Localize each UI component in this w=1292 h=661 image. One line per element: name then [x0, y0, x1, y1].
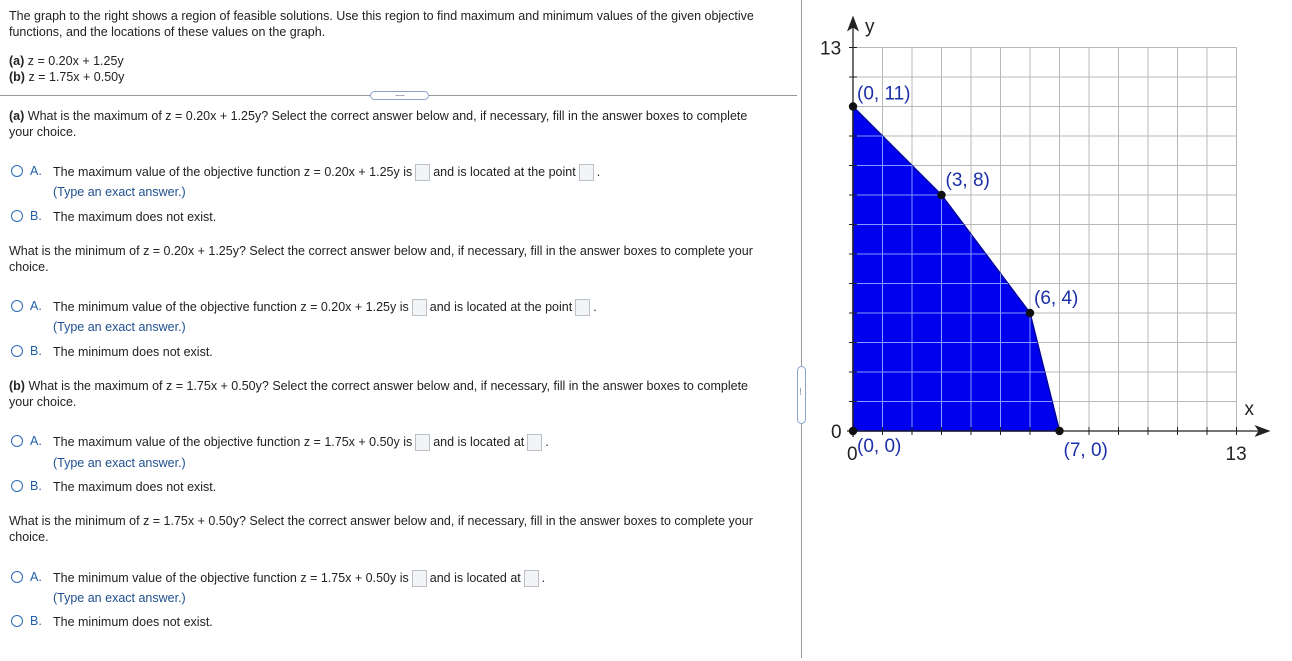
option-letter: B. [30, 209, 42, 223]
vertex-point [937, 191, 945, 199]
question-a-min-line-1: What is the minimum of z = 0.20x + 1.25y? Select the correct answer below and, if necessary, fill in the answer boxes to complete your [9, 244, 753, 258]
vertex-label: (3, 8) [945, 170, 990, 191]
vertex-label: (0, 11) [857, 83, 911, 105]
radio-button[interactable] [11, 615, 23, 627]
option-text: The minimum does not exist. [53, 615, 213, 629]
intro-line-1: The graph to the right shows a region of feasible solutions. Use this region to find maximum and minimum values of the given objective [9, 9, 754, 23]
answer-box-point[interactable] [524, 570, 539, 587]
option-letter: B. [30, 614, 42, 628]
answer-hint: (Type an exact answer.) [53, 456, 186, 470]
answer-box-value[interactable] [415, 164, 430, 181]
radio-button[interactable] [11, 210, 23, 222]
answer-box-value[interactable] [412, 299, 427, 316]
answer-hint: (Type an exact answer.) [53, 591, 186, 605]
x-origin-tick-label: 0 [847, 444, 858, 465]
radio-button[interactable] [11, 435, 23, 447]
option-text: The minimum value of the objective function z = 0.20x + 1.25y is and is located at the point . [53, 300, 597, 314]
question-b-max-line-2: your choice. [9, 395, 77, 409]
radio-button[interactable] [11, 480, 23, 492]
option-letter: A. [30, 299, 42, 313]
y-max-tick-label: 13 [820, 38, 842, 60]
pane-divider [801, 0, 802, 658]
divider-resize-handle[interactable]: ...... [370, 91, 429, 100]
answer-box-point[interactable] [575, 299, 590, 316]
vertex-point [1026, 309, 1034, 317]
feasible-region [853, 107, 1060, 432]
vertex-label: (7, 0) [1063, 440, 1108, 461]
x-max-tick-label: 13 [1225, 444, 1247, 465]
answer-box-point[interactable] [579, 164, 594, 181]
pane-resize-handle[interactable]: ...... [797, 366, 806, 424]
question-b-min-line-2: choice. [9, 530, 49, 544]
vertex-point [849, 102, 857, 110]
vertex-point [1055, 427, 1063, 435]
option-letter: A. [30, 570, 42, 584]
question-a-max-line-1: (a) What is the maximum of z = 0.20x + 1.25y? Select the correct answer below and, if necessary, fill in the answer boxes to complete [9, 109, 748, 123]
vertex-point [849, 427, 857, 435]
vertex-label: (0, 0) [857, 436, 902, 457]
radio-button[interactable] [11, 571, 23, 583]
answer-hint: (Type an exact answer.) [53, 185, 186, 199]
function-b: (b) z = 1.75x + 0.50y [9, 70, 125, 84]
option-text: The maximum does not exist. [53, 480, 217, 494]
function-a: (a) z = 0.20x + 1.25y [9, 54, 124, 68]
vertex-label: (6, 4) [1034, 288, 1079, 309]
option-text: The maximum value of the objective function z = 0.20x + 1.25y is and is located at the point . [53, 165, 601, 179]
option-text: The minimum value of the objective function z = 1.75x + 0.50y is and is located at . [53, 571, 546, 585]
graph-canvas [803, 0, 1292, 658]
option-text: The minimum does not exist. [53, 345, 213, 359]
question-b-min-line-1: What is the minimum of z = 1.75x + 0.50y? Select the correct answer below and, if necessary, fill in the answer boxes to complete your [9, 514, 753, 528]
question-b-max-line-1: (b) What is the maximum of z = 1.75x + 0.50y? Select the correct answer below and, if necessary, fill in the answer boxes to complete [9, 379, 749, 393]
option-letter: A. [30, 434, 42, 448]
x-axis-label: x [1244, 399, 1254, 420]
option-letter: B. [30, 344, 42, 358]
answer-hint: (Type an exact answer.) [53, 320, 186, 334]
y-axis-label: y [865, 16, 875, 38]
answer-box-value[interactable] [412, 570, 427, 587]
feasible-region-graph [803, 0, 1292, 658]
option-text: The maximum does not exist. [53, 210, 217, 224]
answer-box-value[interactable] [415, 434, 430, 451]
radio-button[interactable] [11, 300, 23, 312]
question-a-max-line-2: your choice. [9, 125, 77, 139]
radio-button[interactable] [11, 165, 23, 177]
y-origin-tick-label: 0 [831, 422, 842, 443]
option-letter: B. [30, 479, 42, 493]
answer-box-point[interactable] [527, 434, 542, 451]
radio-button[interactable] [11, 345, 23, 357]
intro-line-2: functions, and the locations of these values on the graph. [9, 25, 326, 39]
question-a-min-line-2: choice. [9, 260, 49, 274]
option-text: The maximum value of the objective function z = 1.75x + 0.50y is and is located at . [53, 435, 549, 449]
option-letter: A. [30, 164, 42, 178]
